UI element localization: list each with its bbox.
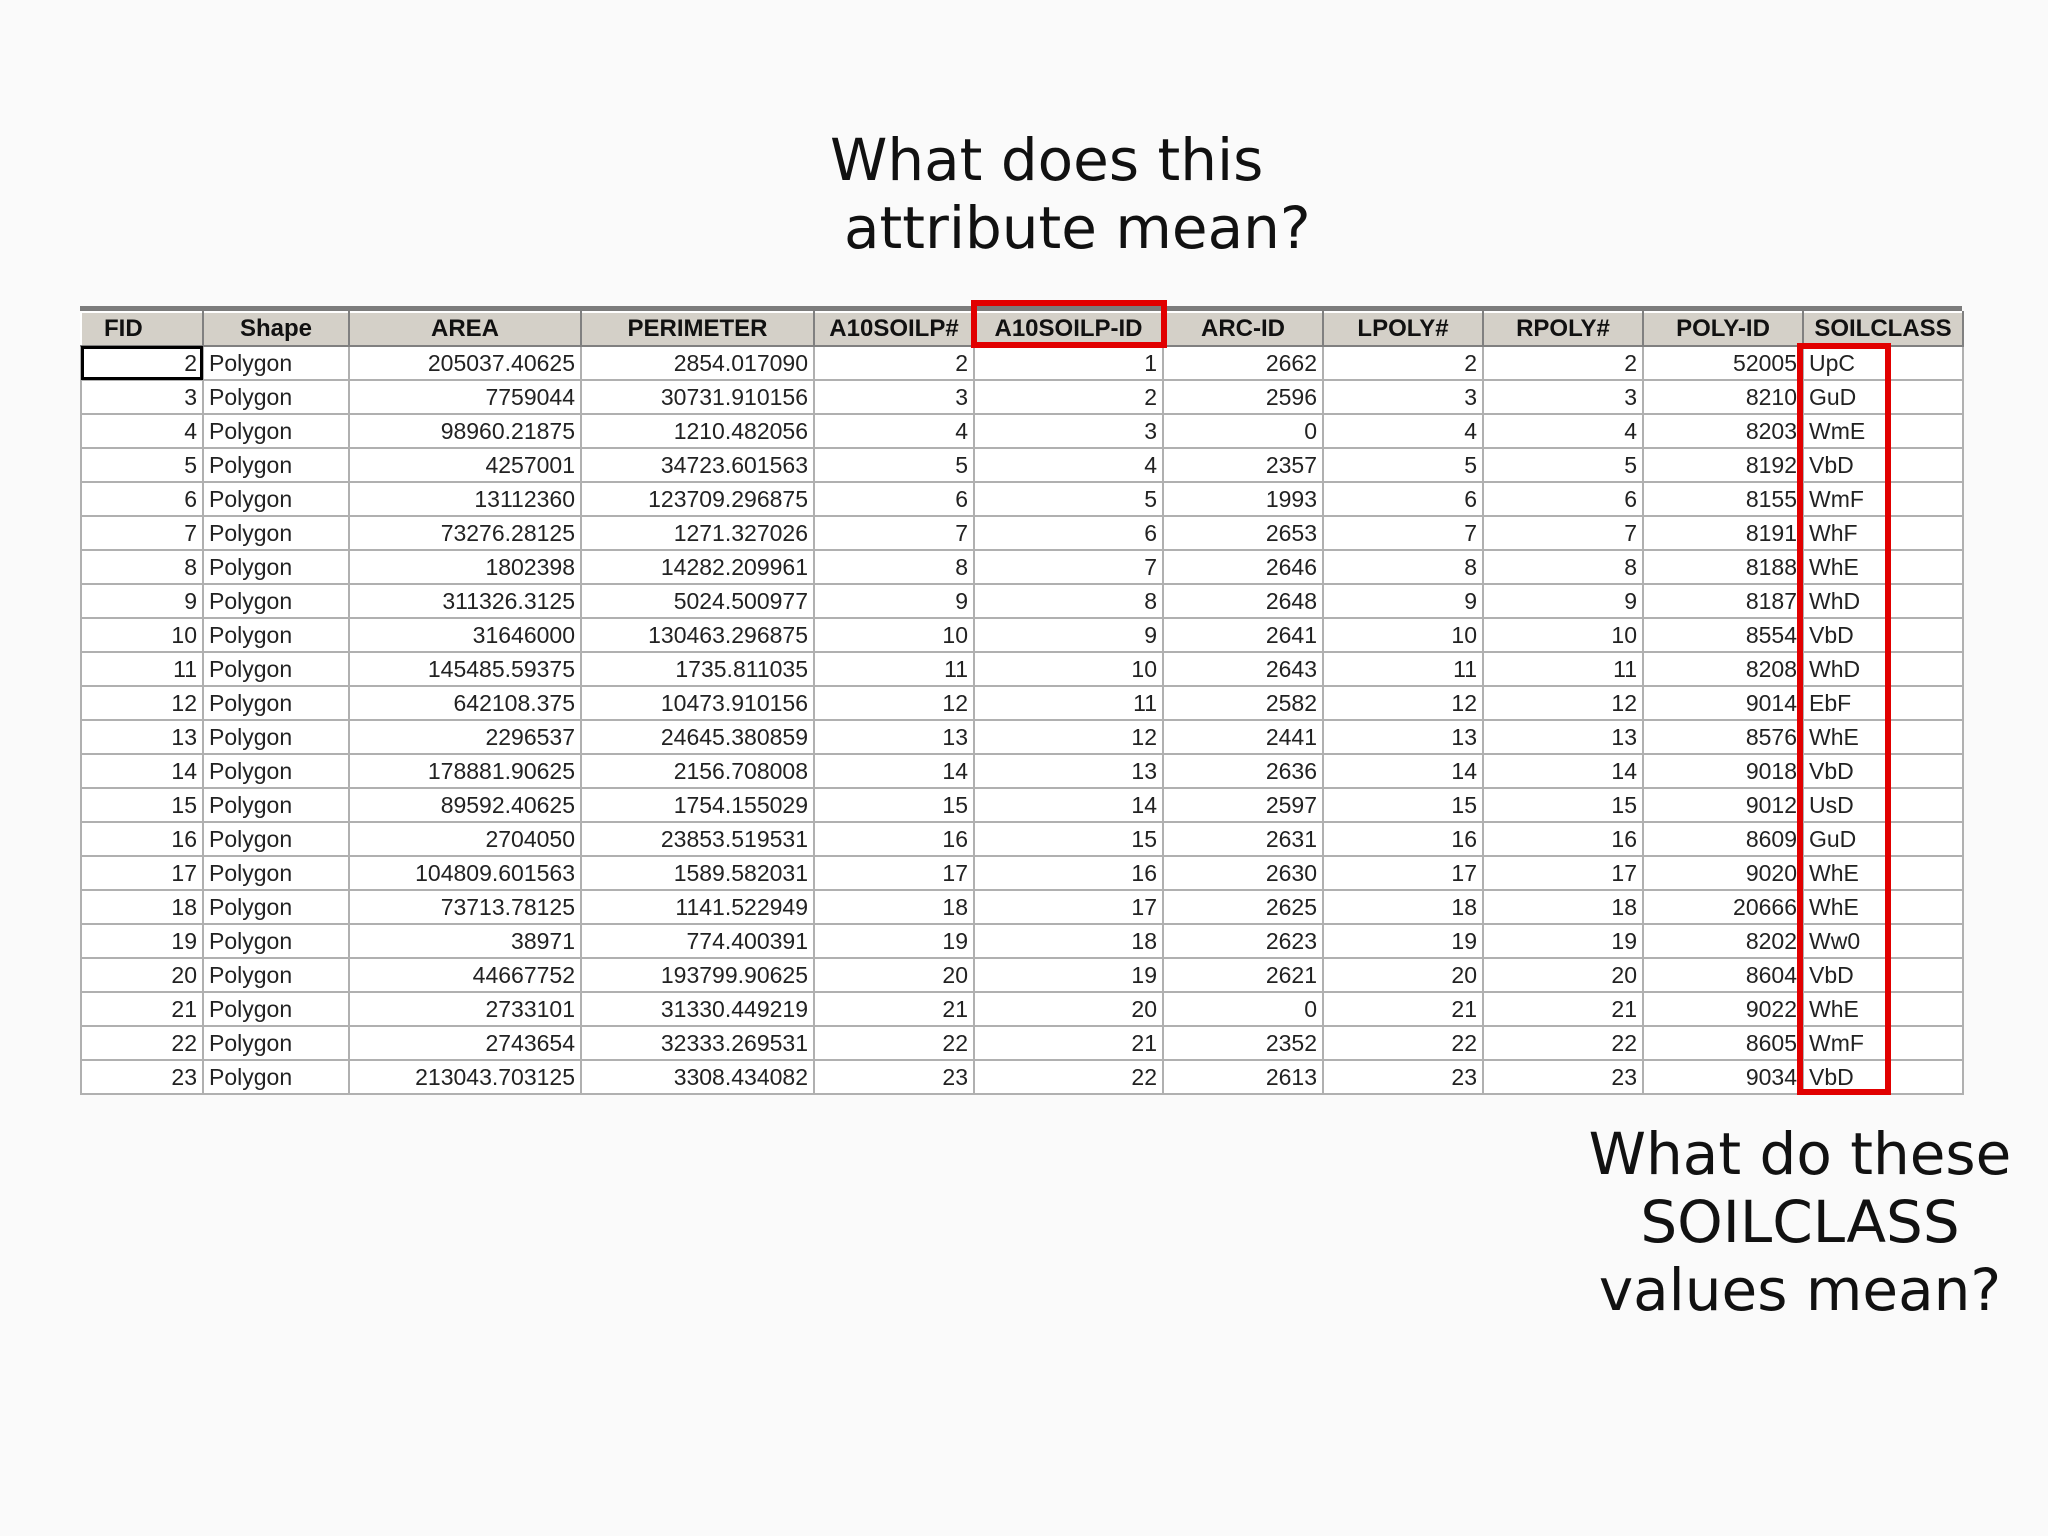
cell-shape[interactable]: Polygon [203,448,349,482]
cell-soilclass[interactable]: EbF [1803,686,1963,720]
table-row[interactable] [81,924,1963,958]
cell-rpoly[interactable]: 14 [1483,754,1643,788]
cell-a10soilp-id[interactable]: 9 [974,618,1163,652]
cell-perimeter[interactable]: 32333.269531 [581,1026,814,1060]
highlight-box-a10soilp-id-header [971,300,1167,348]
cell-arc-id[interactable]: 2646 [1163,550,1323,584]
cell-a10soilp-num[interactable]: 2 [814,346,974,380]
cell-arc-id[interactable]: 2630 [1163,856,1323,890]
question-soilclass-meaning [1580,1120,2020,1324]
cell-rpoly[interactable]: 12 [1483,686,1643,720]
cell-a10soilp-num[interactable]: 22 [814,1026,974,1060]
cell-poly-id[interactable]: 20666 [1643,890,1803,924]
cell-a10soilp-num[interactable]: 11 [814,652,974,686]
cell-arc-id[interactable]: 0 [1163,992,1323,1026]
cell-perimeter[interactable]: 34723.601563 [581,448,814,482]
cell-soilclass[interactable]: WhF [1803,516,1963,550]
column-header-lpoly[interactable]: LPOLY# [1323,312,1483,346]
cell-area[interactable]: 2704050 [349,822,581,856]
cell-a10soilp-num[interactable]: 12 [814,686,974,720]
cell-area[interactable]: 178881.90625 [349,754,581,788]
cell-fid[interactable]: 3 [81,380,203,414]
cell-lpoly[interactable]: 3 [1323,380,1483,414]
cell-a10soilp-num[interactable]: 9 [814,584,974,618]
cell-shape[interactable]: Polygon [203,754,349,788]
cell-area[interactable]: 2733101 [349,992,581,1026]
cell-poly-id[interactable]: 8188 [1643,550,1803,584]
cell-shape[interactable]: Polygon [203,924,349,958]
cell-rpoly[interactable]: 18 [1483,890,1643,924]
cell-shape[interactable]: Polygon [203,584,349,618]
table-row[interactable] [81,822,1963,856]
table-row[interactable] [81,346,1963,380]
cell-lpoly[interactable]: 11 [1323,652,1483,686]
cell-a10soilp-id[interactable]: 4 [974,448,1163,482]
table-row[interactable] [81,720,1963,754]
cell-a10soilp-id[interactable]: 15 [974,822,1163,856]
cell-a10soilp-id[interactable]: 3 [974,414,1163,448]
cell-soilclass[interactable]: WhD [1803,652,1963,686]
cell-rpoly[interactable]: 13 [1483,720,1643,754]
cell-fid[interactable]: 5 [81,448,203,482]
cell-a10soilp-num[interactable]: 19 [814,924,974,958]
table-row[interactable] [81,958,1963,992]
cell-area[interactable]: 2296537 [349,720,581,754]
cell-fid[interactable]: 13 [81,720,203,754]
cell-a10soilp-id[interactable]: 12 [974,720,1163,754]
cell-shape[interactable]: Polygon [203,822,349,856]
cell-fid[interactable]: 22 [81,1026,203,1060]
cell-poly-id[interactable]: 9022 [1643,992,1803,1026]
cell-soilclass[interactable]: WhD [1803,584,1963,618]
cell-poly-id[interactable]: 9014 [1643,686,1803,720]
cell-area[interactable]: 4257001 [349,448,581,482]
cell-fid[interactable]: 8 [81,550,203,584]
question-line: What does this [830,126,1264,194]
cell-shape[interactable]: Polygon [203,992,349,1026]
cell-poly-id[interactable]: 8576 [1643,720,1803,754]
cell-poly-id[interactable]: 8203 [1643,414,1803,448]
cell-shape[interactable]: Polygon [203,618,349,652]
cell-lpoly[interactable]: 10 [1323,618,1483,652]
table-row[interactable] [81,754,1963,788]
cell-rpoly[interactable]: 22 [1483,1026,1643,1060]
cell-soilclass[interactable]: VbD [1803,1060,1963,1094]
cell-arc-id[interactable]: 2636 [1163,754,1323,788]
cell-soilclass[interactable]: VbD [1803,448,1963,482]
cell-lpoly[interactable]: 14 [1323,754,1483,788]
cell-shape[interactable]: Polygon [203,550,349,584]
cell-area[interactable]: 89592.40625 [349,788,581,822]
column-header-rpoly[interactable]: RPOLY# [1483,312,1643,346]
cell-lpoly[interactable]: 7 [1323,516,1483,550]
table-row[interactable] [81,516,1963,550]
table-row[interactable] [81,652,1963,686]
cell-shape[interactable]: Polygon [203,958,349,992]
cell-shape[interactable]: Polygon [203,1060,349,1094]
cell-arc-id[interactable]: 2357 [1163,448,1323,482]
cell-area[interactable]: 38971 [349,924,581,958]
cell-poly-id[interactable]: 9020 [1643,856,1803,890]
cell-lpoly[interactable]: 19 [1323,924,1483,958]
cell-soilclass[interactable]: WhE [1803,856,1963,890]
table-row[interactable] [81,550,1963,584]
table-row[interactable] [81,992,1963,1026]
cell-arc-id[interactable]: 2597 [1163,788,1323,822]
cell-rpoly[interactable]: 3 [1483,380,1643,414]
cell-a10soilp-id[interactable]: 1 [974,346,1163,380]
highlight-box-soilclass-values [1797,343,1891,1095]
table-row[interactable] [81,788,1963,822]
cell-area[interactable]: 98960.21875 [349,414,581,448]
cell-perimeter[interactable]: 130463.296875 [581,618,814,652]
cell-area[interactable]: 104809.601563 [349,856,581,890]
column-header-soilclass[interactable]: SOILCLASS [1803,312,1963,346]
cell-a10soilp-id[interactable]: 6 [974,516,1163,550]
cell-lpoly[interactable]: 13 [1323,720,1483,754]
cell-area[interactable]: 1802398 [349,550,581,584]
cell-shape[interactable]: Polygon [203,380,349,414]
cell-soilclass[interactable]: WmF [1803,1026,1963,1060]
cell-lpoly[interactable]: 21 [1323,992,1483,1026]
cell-arc-id[interactable]: 2641 [1163,618,1323,652]
cell-a10soilp-num[interactable]: 16 [814,822,974,856]
cell-perimeter[interactable]: 2156.708008 [581,754,814,788]
cell-a10soilp-id[interactable]: 13 [974,754,1163,788]
cell-a10soilp-num[interactable]: 4 [814,414,974,448]
cell-area[interactable]: 44667752 [349,958,581,992]
cell-rpoly[interactable]: 15 [1483,788,1643,822]
cell-poly-id[interactable]: 8208 [1643,652,1803,686]
cell-soilclass[interactable]: VbD [1803,754,1963,788]
cell-shape[interactable]: Polygon [203,720,349,754]
cell-rpoly[interactable]: 21 [1483,992,1643,1026]
table-row[interactable] [81,686,1963,720]
cell-lpoly[interactable]: 8 [1323,550,1483,584]
cell-a10soilp-id[interactable]: 20 [974,992,1163,1026]
cell-area[interactable]: 73713.78125 [349,890,581,924]
cell-lpoly[interactable]: 9 [1323,584,1483,618]
cell-fid[interactable]: 17 [81,856,203,890]
question-attribute-meaning [830,126,1390,262]
cell-rpoly[interactable]: 20 [1483,958,1643,992]
cell-lpoly[interactable]: 12 [1323,686,1483,720]
question-line: attribute mean? [844,194,1311,262]
cell-rpoly[interactable]: 5 [1483,448,1643,482]
cell-arc-id[interactable]: 2623 [1163,924,1323,958]
question-line: SOILCLASS [1640,1188,1960,1256]
cell-soilclass[interactable]: WhE [1803,720,1963,754]
cell-rpoly[interactable]: 17 [1483,856,1643,890]
cell-poly-id[interactable]: 8210 [1643,380,1803,414]
cell-perimeter[interactable]: 1271.327026 [581,516,814,550]
cell-a10soilp-id[interactable]: 16 [974,856,1163,890]
column-header-perimeter[interactable]: PERIMETER [581,312,814,346]
cell-a10soilp-num[interactable]: 23 [814,1060,974,1094]
cell-soilclass[interactable]: GuD [1803,380,1963,414]
cell-perimeter[interactable]: 24645.380859 [581,720,814,754]
table-row[interactable] [81,1060,1963,1094]
cell-area[interactable]: 31646000 [349,618,581,652]
cell-a10soilp-id[interactable]: 17 [974,890,1163,924]
cell-lpoly[interactable]: 23 [1323,1060,1483,1094]
cell-a10soilp-id[interactable]: 8 [974,584,1163,618]
cell-a10soilp-id[interactable]: 14 [974,788,1163,822]
cell-fid[interactable]: 20 [81,958,203,992]
cell-soilclass[interactable]: UpC [1803,346,1963,380]
cell-rpoly[interactable]: 7 [1483,516,1643,550]
cell-perimeter[interactable]: 1735.811035 [581,652,814,686]
cell-a10soilp-id[interactable]: 7 [974,550,1163,584]
cell-a10soilp-id[interactable]: 19 [974,958,1163,992]
cell-fid[interactable]: 6 [81,482,203,516]
cell-lpoly[interactable]: 18 [1323,890,1483,924]
attribute-table-window [80,306,1962,1095]
cell-area[interactable]: 2743654 [349,1026,581,1060]
table-row[interactable] [81,618,1963,652]
cell-a10soilp-id[interactable]: 22 [974,1060,1163,1094]
cell-rpoly[interactable]: 11 [1483,652,1643,686]
cell-rpoly[interactable]: 2 [1483,346,1643,380]
cell-arc-id[interactable]: 2621 [1163,958,1323,992]
cell-arc-id[interactable]: 2631 [1163,822,1323,856]
cell-perimeter[interactable]: 1589.582031 [581,856,814,890]
cell-fid[interactable]: 21 [81,992,203,1026]
cell-fid[interactable]: 12 [81,686,203,720]
column-header-a10soilp-num[interactable]: A10SOILP# [814,312,974,346]
attribute-table [80,311,1964,1095]
cell-arc-id[interactable]: 2643 [1163,652,1323,686]
cell-area[interactable]: 642108.375 [349,686,581,720]
cell-soilclass[interactable]: VbD [1803,618,1963,652]
cell-lpoly[interactable]: 20 [1323,958,1483,992]
cell-area[interactable]: 145485.59375 [349,652,581,686]
cell-poly-id[interactable]: 52005 [1643,346,1803,380]
table-row[interactable] [81,1026,1963,1060]
cell-rpoly[interactable]: 8 [1483,550,1643,584]
cell-a10soilp-num[interactable]: 10 [814,618,974,652]
cell-area[interactable]: 205037.40625 [349,346,581,380]
cell-shape[interactable]: Polygon [203,652,349,686]
cell-soilclass[interactable]: WhE [1803,992,1963,1026]
cell-soilclass[interactable]: UsD [1803,788,1963,822]
cell-rpoly[interactable]: 19 [1483,924,1643,958]
column-header-poly-id[interactable]: POLY-ID [1643,312,1803,346]
cell-shape[interactable]: Polygon [203,414,349,448]
cell-shape[interactable]: Polygon [203,890,349,924]
cell-shape[interactable]: Polygon [203,788,349,822]
cell-a10soilp-num[interactable]: 5 [814,448,974,482]
cell-perimeter[interactable]: 3308.434082 [581,1060,814,1094]
cell-lpoly[interactable]: 4 [1323,414,1483,448]
cell-poly-id[interactable]: 8609 [1643,822,1803,856]
cell-arc-id[interactable]: 1993 [1163,482,1323,516]
cell-soilclass[interactable]: WmF [1803,482,1963,516]
cell-a10soilp-num[interactable]: 15 [814,788,974,822]
cell-soilclass[interactable]: WhE [1803,550,1963,584]
cell-arc-id[interactable]: 2662 [1163,346,1323,380]
cell-shape[interactable]: Polygon [203,482,349,516]
cell-soilclass[interactable]: WhE [1803,890,1963,924]
cell-a10soilp-num[interactable]: 3 [814,380,974,414]
cell-a10soilp-id[interactable]: 10 [974,652,1163,686]
cell-a10soilp-id[interactable]: 18 [974,924,1163,958]
cell-rpoly[interactable]: 4 [1483,414,1643,448]
cell-perimeter[interactable]: 14282.209961 [581,550,814,584]
cell-shape[interactable]: Polygon [203,1026,349,1060]
table-row[interactable] [81,414,1963,448]
cell-lpoly[interactable]: 5 [1323,448,1483,482]
table-row[interactable] [81,584,1963,618]
cell-poly-id[interactable]: 9034 [1643,1060,1803,1094]
cell-poly-id[interactable]: 8202 [1643,924,1803,958]
cell-soilclass[interactable]: VbD [1803,958,1963,992]
cell-rpoly[interactable]: 9 [1483,584,1643,618]
cell-a10soilp-id[interactable]: 5 [974,482,1163,516]
cell-poly-id[interactable]: 8604 [1643,958,1803,992]
cell-lpoly[interactable]: 17 [1323,856,1483,890]
cell-a10soilp-num[interactable]: 17 [814,856,974,890]
question-line: What do these [1588,1120,2012,1188]
cell-arc-id[interactable]: 2648 [1163,584,1323,618]
cell-soilclass[interactable]: Ww0 [1803,924,1963,958]
cell-soilclass[interactable]: GuD [1803,822,1963,856]
cell-area[interactable]: 73276.28125 [349,516,581,550]
table-row[interactable] [81,448,1963,482]
cell-area[interactable]: 311326.3125 [349,584,581,618]
cell-perimeter[interactable]: 23853.519531 [581,822,814,856]
cell-area[interactable]: 7759044 [349,380,581,414]
column-header-arc-id[interactable]: ARC-ID [1163,312,1323,346]
table-row[interactable] [81,856,1963,890]
cell-perimeter[interactable]: 774.400391 [581,924,814,958]
cell-rpoly[interactable]: 6 [1483,482,1643,516]
cell-arc-id[interactable]: 2613 [1163,1060,1323,1094]
cell-arc-id[interactable]: 2653 [1163,516,1323,550]
cell-lpoly[interactable]: 6 [1323,482,1483,516]
cell-perimeter[interactable]: 10473.910156 [581,686,814,720]
cell-a10soilp-num[interactable]: 14 [814,754,974,788]
cell-arc-id[interactable]: 2596 [1163,380,1323,414]
cell-shape[interactable]: Polygon [203,346,349,380]
cell-a10soilp-id[interactable]: 11 [974,686,1163,720]
table-row[interactable] [81,380,1963,414]
cell-fid[interactable]: 4 [81,414,203,448]
cell-perimeter[interactable]: 30731.910156 [581,380,814,414]
cell-area[interactable]: 213043.703125 [349,1060,581,1094]
cell-fid[interactable]: 14 [81,754,203,788]
cell-fid[interactable]: 23 [81,1060,203,1094]
cell-a10soilp-num[interactable]: 7 [814,516,974,550]
cell-area[interactable]: 13112360 [349,482,581,516]
cell-poly-id[interactable]: 8187 [1643,584,1803,618]
column-header-fid[interactable]: FID [81,312,203,346]
cell-a10soilp-num[interactable]: 13 [814,720,974,754]
cell-fid[interactable]: 2 [81,346,203,380]
cell-arc-id[interactable]: 0 [1163,414,1323,448]
cell-a10soilp-num[interactable]: 18 [814,890,974,924]
cell-a10soilp-num[interactable]: 20 [814,958,974,992]
cell-a10soilp-id[interactable]: 2 [974,380,1163,414]
question-line: values mean? [1598,1256,2002,1324]
cell-rpoly[interactable]: 16 [1483,822,1643,856]
cell-poly-id[interactable]: 8605 [1643,1026,1803,1060]
cell-lpoly[interactable]: 15 [1323,788,1483,822]
cell-a10soilp-num[interactable]: 6 [814,482,974,516]
cell-arc-id[interactable]: 2625 [1163,890,1323,924]
column-header-area[interactable]: AREA [349,312,581,346]
cell-arc-id[interactable]: 2352 [1163,1026,1323,1060]
cell-a10soilp-id[interactable]: 21 [974,1026,1163,1060]
table-row[interactable] [81,482,1963,516]
cell-fid[interactable]: 16 [81,822,203,856]
cell-perimeter[interactable]: 193799.90625 [581,958,814,992]
column-header-a10soilp-id[interactable]: A10SOILP-ID [974,312,1163,346]
cell-perimeter[interactable]: 1754.155029 [581,788,814,822]
cell-poly-id[interactable]: 9018 [1643,754,1803,788]
cell-fid[interactable]: 7 [81,516,203,550]
cell-a10soilp-num[interactable]: 21 [814,992,974,1026]
cell-poly-id[interactable]: 8554 [1643,618,1803,652]
cell-perimeter[interactable]: 1210.482056 [581,414,814,448]
cell-shape[interactable]: Polygon [203,516,349,550]
cell-lpoly[interactable]: 22 [1323,1026,1483,1060]
cell-shape[interactable]: Polygon [203,856,349,890]
cell-a10soilp-num[interactable]: 8 [814,550,974,584]
table-body [81,346,1963,1094]
column-header-shape[interactable]: Shape [203,312,349,346]
cell-fid[interactable]: 9 [81,584,203,618]
cell-poly-id[interactable]: 9012 [1643,788,1803,822]
table-row[interactable] [81,890,1963,924]
cell-fid[interactable]: 15 [81,788,203,822]
cell-perimeter[interactable]: 123709.296875 [581,482,814,516]
cell-perimeter[interactable]: 1141.522949 [581,890,814,924]
cell-fid[interactable]: 10 [81,618,203,652]
cell-rpoly[interactable]: 23 [1483,1060,1643,1094]
cell-poly-id[interactable]: 8192 [1643,448,1803,482]
cell-lpoly[interactable]: 16 [1323,822,1483,856]
cell-poly-id[interactable]: 8155 [1643,482,1803,516]
cell-soilclass[interactable]: WmE [1803,414,1963,448]
cell-arc-id[interactable]: 2441 [1163,720,1323,754]
cell-perimeter[interactable]: 31330.449219 [581,992,814,1026]
cell-arc-id[interactable]: 2582 [1163,686,1323,720]
cell-poly-id[interactable]: 8191 [1643,516,1803,550]
cell-fid[interactable]: 18 [81,890,203,924]
cell-rpoly[interactable]: 10 [1483,618,1643,652]
cell-perimeter[interactable]: 2854.017090 [581,346,814,380]
cell-perimeter[interactable]: 5024.500977 [581,584,814,618]
cell-fid[interactable]: 11 [81,652,203,686]
cell-lpoly[interactable]: 2 [1323,346,1483,380]
cell-fid[interactable]: 19 [81,924,203,958]
cell-shape[interactable]: Polygon [203,686,349,720]
